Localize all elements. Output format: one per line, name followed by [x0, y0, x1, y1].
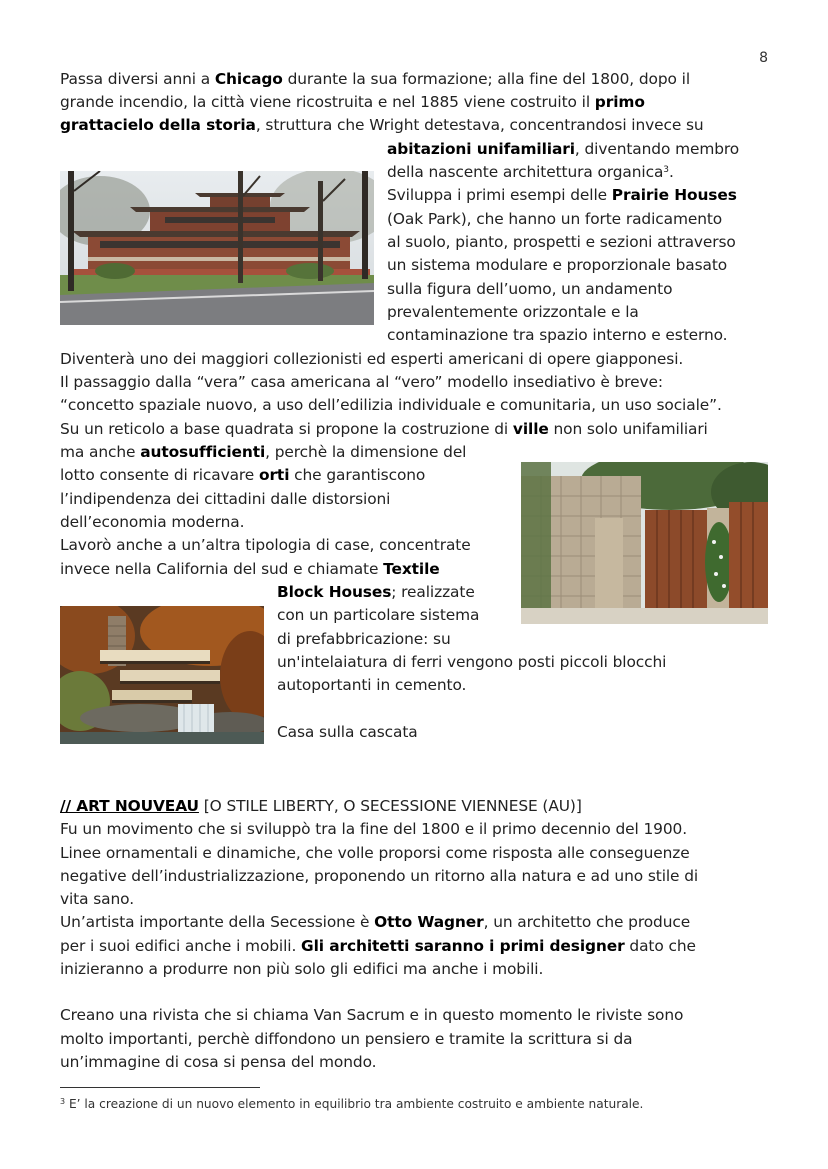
section-heading: // ART NOUVEAU [O STILE LIBERTY, O SECESSIONE VIENNESE (AU)] [60, 797, 582, 815]
text-line: contaminazione tra spazio interno e esterno. [387, 326, 728, 344]
textile-block-house-photo [521, 462, 768, 624]
text-line: ma anche autosufficienti, perchè la dimensione del [60, 443, 467, 461]
text-line: Diventerà uno dei maggiori collezionisti ed esperti americani di opere giapponesi. [60, 350, 684, 368]
text-line: invece nella California del sud e chiamate Textile [60, 560, 440, 578]
text-line: di prefabbricazione: su [277, 630, 451, 648]
text-line: negative dell’industrializzazione, proponendo un ritorno alla natura e ad uno stile di [60, 867, 699, 885]
text-line: Block Houses; realizzate [277, 583, 475, 601]
text-line: della nascente architettura organica$^3$. [387, 163, 674, 181]
text-line: autoportanti in cemento. [277, 676, 467, 694]
text-line: Lavorò anche a un’altra tipologia di case, concentrate [60, 536, 471, 554]
text-line: inizieranno a produrre non più solo gli edifici ma anche i mobili. [60, 960, 544, 978]
text-line: un sistema modulare e proporzionale basato [387, 256, 728, 274]
fallingwater-photo [60, 606, 264, 744]
text-line: sulla figura dell’uomo, un andamento [387, 280, 673, 298]
text-line: (Oak Park), che hanno un forte radicamento [387, 210, 723, 228]
text-line: lotto consente di ricavare orti che garantiscono [60, 466, 426, 484]
text-line: per i suoi edifici anche i mobili. Gli architetti saranno i primi designer dato che [60, 937, 696, 955]
text-line: Linee ornamentali e dinamiche, che volle proporsi come risposta alle conseguenze [60, 844, 690, 862]
prairie-house-photo [60, 171, 374, 325]
text-line: molto importanti, perchè diffondono un pensiero e tramite la scrittura si da [60, 1030, 633, 1048]
text-line: un'intelaiatura di ferri vengono posti piccoli blocchi [277, 653, 667, 671]
text-line: al suolo, pianto, prospetti e sezioni attraverso [387, 233, 736, 251]
text-line: Creano una rivista che si chiama Van Sacrum e in questo momento le riviste sono [60, 1006, 684, 1024]
text-line: Sviluppa i primi esempi delle Prairie Houses [387, 186, 737, 204]
text-line: Un’artista importante della Secessione è Otto Wagner, un architetto che produce [60, 913, 691, 931]
footnote-reference: 3 [663, 165, 669, 175]
text-line: l’indipendenza dei cittadini dalle distorsioni [60, 490, 391, 508]
text-line: abitazioni unifamiliari, diventando membro [387, 140, 740, 158]
text-line: grattacielo della storia, struttura che Wright detestava, concentrandosi invece su [60, 116, 704, 134]
text-line: Il passaggio dalla “vera” casa americana al “vero” modello insediativo è breve: [60, 373, 663, 391]
text-line: vita sano. [60, 890, 134, 908]
text-line: grande incendio, la città viene ricostruita e nel 1885 viene costruito il primo [60, 93, 645, 111]
text-line: con un particolare sistema [277, 606, 480, 624]
footnote: $^3$ E’ la creazione di un nuovo elemento in equilibrio tra ambiente costruito e ambiente naturale. [60, 1097, 644, 1111]
page-number: 8 [759, 50, 768, 66]
text-line: “concetto spaziale nuovo, a uso dell’edilizia individuale e comunitaria, un uso sociale”. [60, 396, 722, 414]
footnote-divider [60, 1087, 260, 1088]
photo-caption: Casa sulla cascata [277, 723, 418, 741]
text-line: un’immagine di cosa si pensa del mondo. [60, 1053, 377, 1071]
text-line: prevalentemente orizzontale e la [387, 303, 639, 321]
text-line: Su un reticolo a base quadrata si propone la costruzione di ville non solo unifamiliari [60, 420, 708, 438]
text-line: dell’economia moderna. [60, 513, 245, 531]
text-line: Fu un movimento che si sviluppò tra la fine del 1800 e il primo decennio del 1900. [60, 820, 688, 838]
text-line: Passa diversi anni a Chicago durante la sua formazione; alla fine del 1800, dopo il [60, 70, 690, 88]
